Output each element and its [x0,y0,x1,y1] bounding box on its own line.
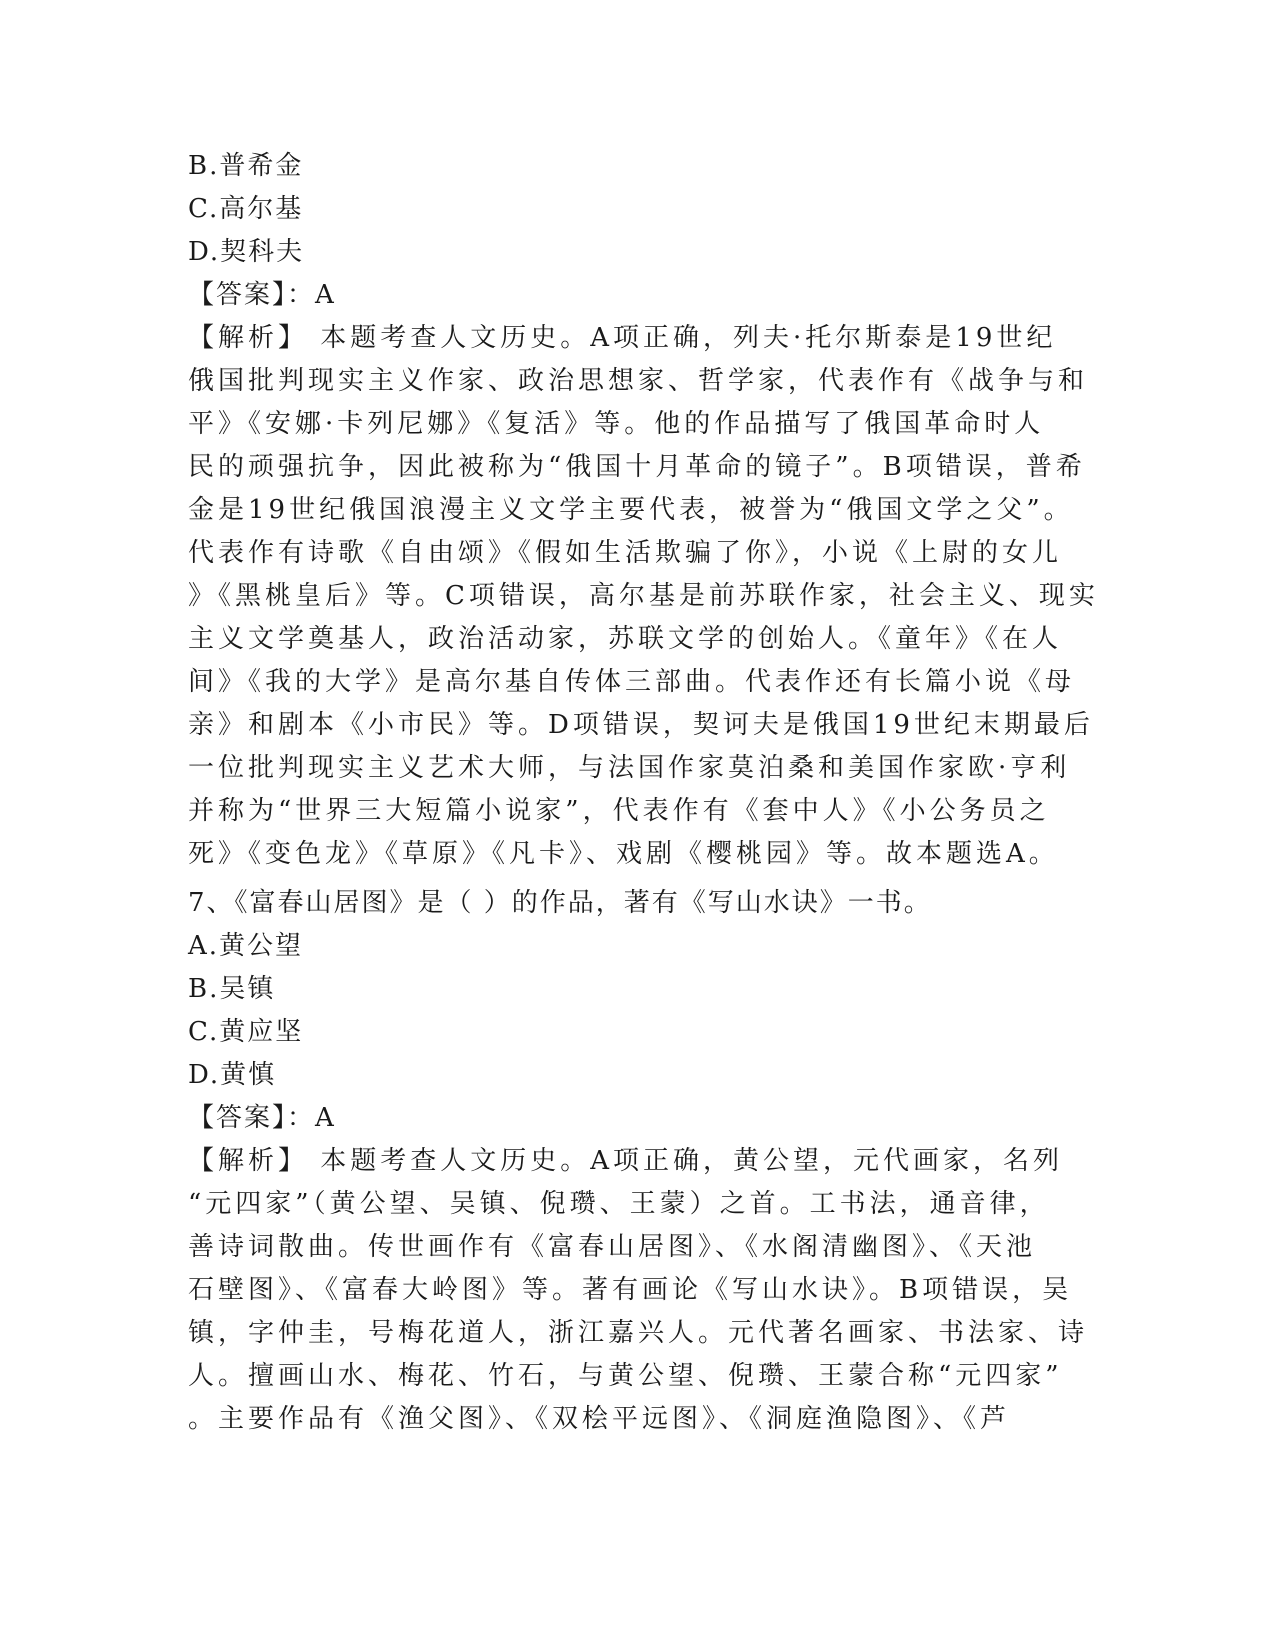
analysis-line: 人。擅画山水、梅花、竹石，与黄公望、倪瓒、王蒙合称“元四家” [188,1361,1063,1391]
analysis-line: 平》《安娜·卡列尼娜》《复活》等。他的作品描写了俄国革命时人 [188,409,1045,439]
analysis-line: 代表作有诗歌《自由颂》《假如生活欺骗了你》，小说《上尉的女儿 [188,538,1063,568]
analysis-line: 俄国批判现实主义作家、政治思想家、哲学家，代表作有《战争与和 [188,366,1089,396]
analysis-line: 死》《变色龙》《草原》《凡卡》、戏剧《樱桃园》等。故本题选A。 [188,839,1059,869]
option-d: D.黄慎 [188,1060,277,1090]
analysis-line: 亲》和剧本《小市民》等。D项错误，契诃夫是俄国19世纪末期最后 [188,710,1094,740]
analysis-line: 善诗词散曲。传世画作有《富春山居图》、《水阁清幽图》、《天池 [188,1232,1037,1262]
analysis-line: 并称为“世界三大短篇小说家”，代表作有《套中人》《小公务员之 [188,796,1050,826]
analysis-line: 。主要作品有《渔父图》、《双桧平远图》、《洞庭渔隐图》、《芦 [188,1404,1011,1434]
analysis-line: “元四家”（黄公望、吴镇、倪瓒、王蒙）之首。工书法，通音律， [188,1189,1050,1219]
analysis-line: 金是19世纪俄国浪漫主义文学主要代表，被誉为“俄国文学之父”。 [188,495,1074,525]
q7-question: 7、《富春山居图》是（ ）的作品，著有《写山水诀》一书。 [188,888,932,918]
option-b: B.吴镇 [188,974,276,1004]
analysis-line: 镇，字仲圭，号梅花道人，浙江嘉兴人。元代著名画家、书法家、诗 [188,1318,1089,1348]
option-c: C.黄应坚 [188,1017,304,1047]
analysis-line: 》《黑桃皇后》等。C项错误，高尔基是前苏联作家，社会主义、现实 [188,581,1099,611]
q6-answer: 【答案】：A [188,280,336,310]
analysis-line: 间》《我的大学》是高尔基自传体三部曲。代表作还有长篇小说《母 [188,667,1076,697]
q7-analysis [188,1140,1088,1441]
option-b: B.普希金 [188,151,304,181]
question-7 [188,882,1088,1441]
q6-options [188,145,1088,274]
analysis-line: 【解析】 本题考查人文历史。A项正确，黄公望，元代画家，名列 [188,1146,1064,1176]
q6-analysis [188,317,1099,876]
option-d: D.契科夫 [188,237,305,267]
analysis-line: 一位批判现实主义艺术大师，与法国作家莫泊桑和美国作家欧·亨利 [188,753,1071,783]
q7-answer: 【答案】：A [188,1103,336,1133]
document-page [188,145,1099,1441]
option-c: C.高尔基 [188,194,304,224]
analysis-line: 石壁图》、《富春大岭图》等。著有画论《写山水诀》。B项错误，吴 [188,1275,1073,1305]
option-a: A.黄公望 [188,931,304,961]
analysis-line: 民的顽强抗争，因此被称为“俄国十月革命的镜子”。B项错误，普希 [188,452,1086,482]
analysis-line: 【解析】 本题考查人文历史。A项正确，列夫·托尔斯泰是19世纪 [188,323,1057,353]
analysis-line: 主义文学奠基人，政治活动家，苏联文学的创始人。《童年》《在人 [188,624,1063,654]
